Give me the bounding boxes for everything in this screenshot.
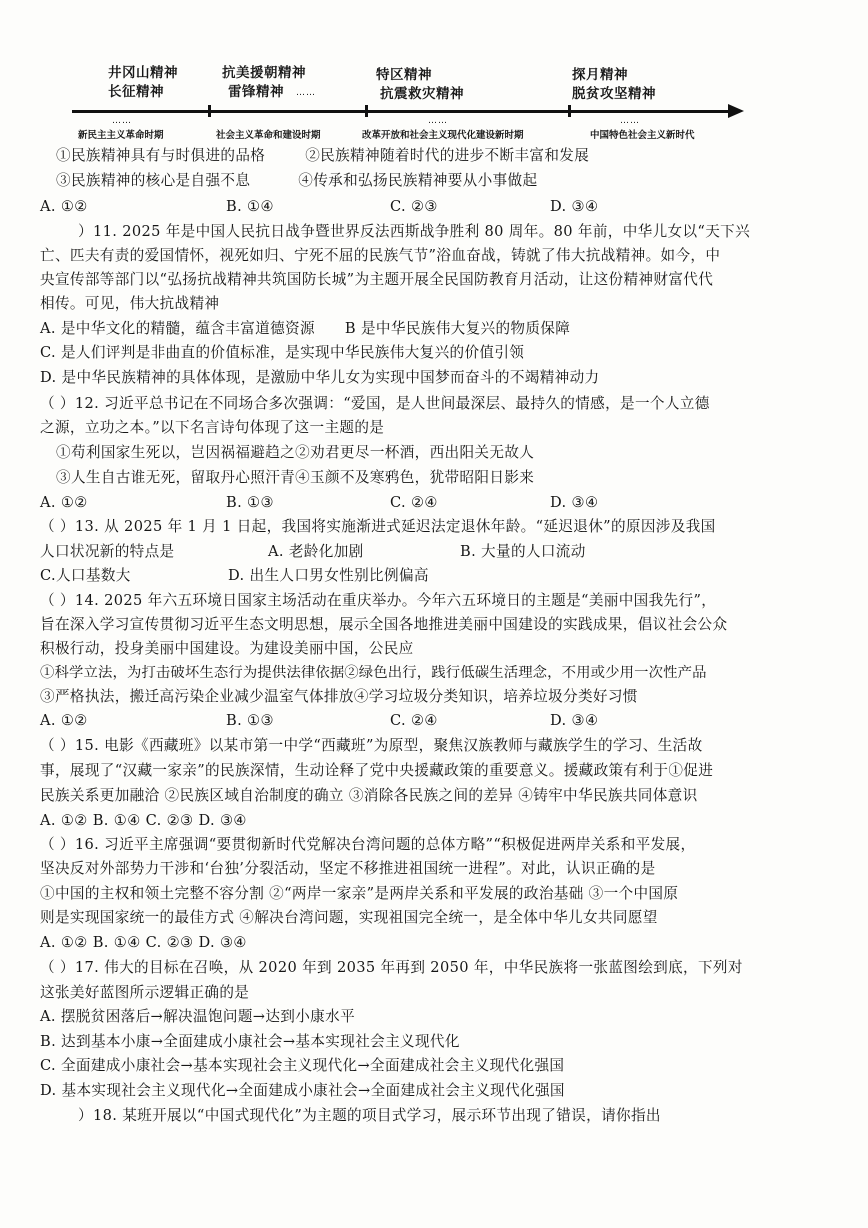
question-16-stem: （ ）16. 习近平主席强调“要贯彻新时代党解决台湾问题的总体方略”“积极促进两岸关系和平发展， bbox=[40, 836, 696, 853]
question-17-stem: 这张美好蓝图所示逻辑正确的是 bbox=[40, 984, 250, 1001]
timeline-dots: …… bbox=[112, 116, 132, 126]
statement: ④传承和弘扬民族精神要从小事做起 bbox=[298, 172, 538, 189]
option-b: B. 大量的人口流动 bbox=[460, 543, 586, 560]
question-11-stem: 央宣传部等部门以“弘扬抗战精神共筑国防长城”为主题开展全民国防教育月活动，让这份精神财富代代 bbox=[40, 271, 714, 288]
option-d: D. ③④ bbox=[550, 712, 599, 729]
option-a: A. 摆脱贫困落后→解决温饱问题→达到小康水平 bbox=[40, 1008, 356, 1025]
timeline-dots: …… bbox=[428, 116, 448, 126]
statement: ①中国的主权和领土完整不容分割 ②“两岸一家亲”是两岸关系和平发展的政治基础 ③一个中国原 bbox=[40, 885, 679, 902]
timeline-spirit-group bbox=[108, 64, 178, 102]
timeline-axis bbox=[72, 110, 732, 113]
option-a: A. 老龄化加剧 bbox=[268, 543, 364, 560]
option-b: B. 达到基本小康→全面建成小康社会→基本实现社会主义现代化 bbox=[40, 1033, 460, 1050]
spirit-label: 抗震救灾精神 bbox=[380, 86, 464, 102]
question-13-stem bbox=[40, 541, 586, 563]
option-c: C. 全面建成小康社会→基本实现社会主义现代化→全面建成社会主义现代化强国 bbox=[40, 1057, 565, 1074]
question-14-stem: （ ）14. 2025 年六五环境日国家主场活动在重庆举办。今年六五环境日的主题是“美丽中国我先行”， bbox=[40, 592, 717, 609]
option-c: C. ②④ bbox=[390, 712, 438, 729]
question-17-stem: （ ）17. 伟大的目标在召唤，从 2020 年到 2035 年再到 2050 年，中华民族将一张蓝图绘到底，下列对 bbox=[40, 959, 743, 976]
timeline-dots: …… bbox=[620, 116, 640, 126]
timeline-tick bbox=[208, 105, 211, 117]
spirit-label: 探月精神 bbox=[572, 67, 628, 83]
statement: ①苟利国家生死以，岂因祸福避趋之②劝君更尽一杯酒，西出阳关无故人 bbox=[56, 444, 535, 461]
spirit-label: 脱贫攻坚精神 bbox=[572, 86, 656, 102]
era-label: 新民主主义革命时期 bbox=[78, 130, 164, 141]
option-c: C. 是人们评判是非曲直的价值标准，是实现中华民族伟大复兴的价值引领 bbox=[40, 344, 525, 361]
question-15-stem: 民族关系更加融洽 ②民族区域自治制度的确立 ③消除各民族之间的差异 ④铸牢中华民族共同体意识 bbox=[40, 787, 698, 804]
question-15-stem: 事，展现了“汉藏一家亲”的民族深情，生动诠释了党中央援藏政策的重要意义。援藏政策有利于①促进 bbox=[40, 762, 714, 779]
statement: ①科学立法，为打击破坏生态行为提供法律依据②绿色出行，践行低碳生活理念，不用或少用一次性产品 bbox=[40, 665, 707, 681]
era-label: 社会主义革命和建设时期 bbox=[216, 130, 321, 141]
spirit-label: 特区精神 bbox=[376, 67, 432, 83]
statement: ①民族精神具有与时俱进的品格 bbox=[56, 147, 266, 164]
options-row bbox=[40, 492, 598, 514]
option-d: D. 出生人口男女性别比例偏高 bbox=[228, 567, 429, 584]
timeline-dots: …… bbox=[296, 88, 316, 98]
options-row bbox=[40, 710, 598, 732]
option-b: B 是中华民族伟大复兴的物质保障 bbox=[344, 320, 571, 337]
option-c: C. ②③ bbox=[390, 198, 438, 215]
spirit-label: 长征精神 bbox=[108, 84, 164, 100]
era-label: 改革开放和社会主义现代化建设新时期 bbox=[362, 130, 524, 141]
timeline-spirit-group bbox=[572, 66, 656, 104]
timeline-tick bbox=[568, 105, 571, 117]
options-row bbox=[40, 565, 429, 587]
spirit-label: 抗美援朝精神 bbox=[222, 65, 306, 81]
statement: ③严格执法，搬迁高污染企业减少温室气体排放④学习垃圾分类知识，培养垃圾分类好习惯 bbox=[40, 688, 638, 705]
spirit-timeline bbox=[60, 58, 760, 148]
question-13-stem: （ ）13. 从 2025 年 1 月 1 日起，我国将实施渐进式延迟法定退休年龄。“延迟退休”的原因涉及我国 bbox=[40, 518, 716, 535]
options-row bbox=[40, 318, 570, 340]
option-b: B. ①④ bbox=[226, 198, 274, 215]
question-14-stem: 积极行动，投身美丽中国建设。为建设美丽中国，公民应 bbox=[40, 640, 414, 657]
option-a: A. ①② bbox=[40, 494, 88, 511]
timeline-tick bbox=[365, 105, 368, 117]
question-18-stem: ）18. 某班开展以“中国式现代化”为主题的项目式学习，展示环节出现了错误，请你指出 bbox=[78, 1107, 661, 1124]
options-row: A. ①② B. ①④ C. ②③ D. ③④ bbox=[40, 812, 247, 829]
statement: ③人生自古谁无死，留取丹心照汗青④玉颜不及寒鸦色，犹带昭阳日影来 bbox=[56, 469, 535, 486]
question-11-stem: ）11. 2025 年是中国人民抗日战争暨世界反法西斯战争胜利 80 周年。80 年前，中华儿女以“天下兴 bbox=[78, 223, 751, 240]
option-c: C.人口基数大 bbox=[40, 567, 131, 584]
statement-line bbox=[56, 170, 537, 192]
spirit-label: 井冈山精神 bbox=[108, 65, 178, 81]
option-a: A. ①② bbox=[40, 712, 88, 729]
option-d: D. ③④ bbox=[550, 494, 599, 511]
era-label: 中国特色社会主义新时代 bbox=[590, 130, 695, 141]
question-13-stem-text: 人口状况新的特点是 bbox=[40, 543, 175, 560]
option-d: D. ③④ bbox=[550, 198, 599, 215]
options-row: A. ①② B. ①④ C. ②③ D. ③④ bbox=[40, 934, 247, 951]
option-b: B. ①③ bbox=[226, 494, 274, 511]
option-a: A. ①② bbox=[40, 198, 88, 215]
question-12-stem: 之源，立功之本。”以下名言诗句体现了这一主题的是 bbox=[40, 419, 385, 436]
question-15-stem: （ ）15. 电影《西藏班》以某市第一中学“西藏班”为原型，聚焦汉族教师与藏族学生的学习、生活故 bbox=[40, 737, 703, 754]
timeline-spirit-group bbox=[222, 64, 306, 102]
question-12-stem: （ ）12. 习近平总书记在不同场合多次强调：“爱国，是人世间最深层、最持久的情感，是一个人立德 bbox=[40, 395, 710, 412]
option-c: C. ②④ bbox=[390, 494, 438, 511]
question-16-stem: 坚决反对外部势力干涉和‘台独’分裂活动，坚定不移推进祖国统一进程”。对此，认识正确的是 bbox=[40, 860, 656, 877]
option-d: D. 是中华民族精神的具体体现，是激励中华儿女为实现中国梦而奋斗的不竭精神动力 bbox=[40, 369, 600, 386]
question-11-stem: 相传。可见，伟大抗战精神 bbox=[40, 295, 220, 312]
question-14-stem: 旨在深入学习宣传贯彻习近平生态文明思想，展示全国各地推进美丽中国建设的实践成果，倡议社会公众 bbox=[40, 616, 728, 633]
option-d: D. 基本实现社会主义现代化→全面建成小康社会→全面建成社会主义现代化强国 bbox=[40, 1082, 565, 1099]
spirit-label: 雷锋精神 bbox=[228, 84, 284, 100]
option-a: A. 是中华文化的精髓，蕴含丰富道德资源 bbox=[40, 320, 315, 337]
question-11-stem: 亡、匹夫有责的爱国情怀，视死如归、宁死不屈的民族气节”浴血奋战，铸就了伟大抗战精神。如今，中 bbox=[40, 247, 721, 264]
statement: 则是实现国家统一的最佳方式 ④解决台湾问题，实现祖国完全统一，是全体中华儿女共同愿望 bbox=[40, 909, 658, 926]
timeline-arrow-icon bbox=[728, 104, 744, 118]
option-b: B. ①③ bbox=[226, 712, 274, 729]
statement-line bbox=[56, 145, 589, 167]
timeline-spirit-group bbox=[376, 66, 464, 104]
statement: ③民族精神的核心是自强不息 bbox=[56, 172, 251, 189]
statement: ②民族精神随着时代的进步不断丰富和发展 bbox=[305, 147, 590, 164]
options-row bbox=[40, 196, 598, 218]
